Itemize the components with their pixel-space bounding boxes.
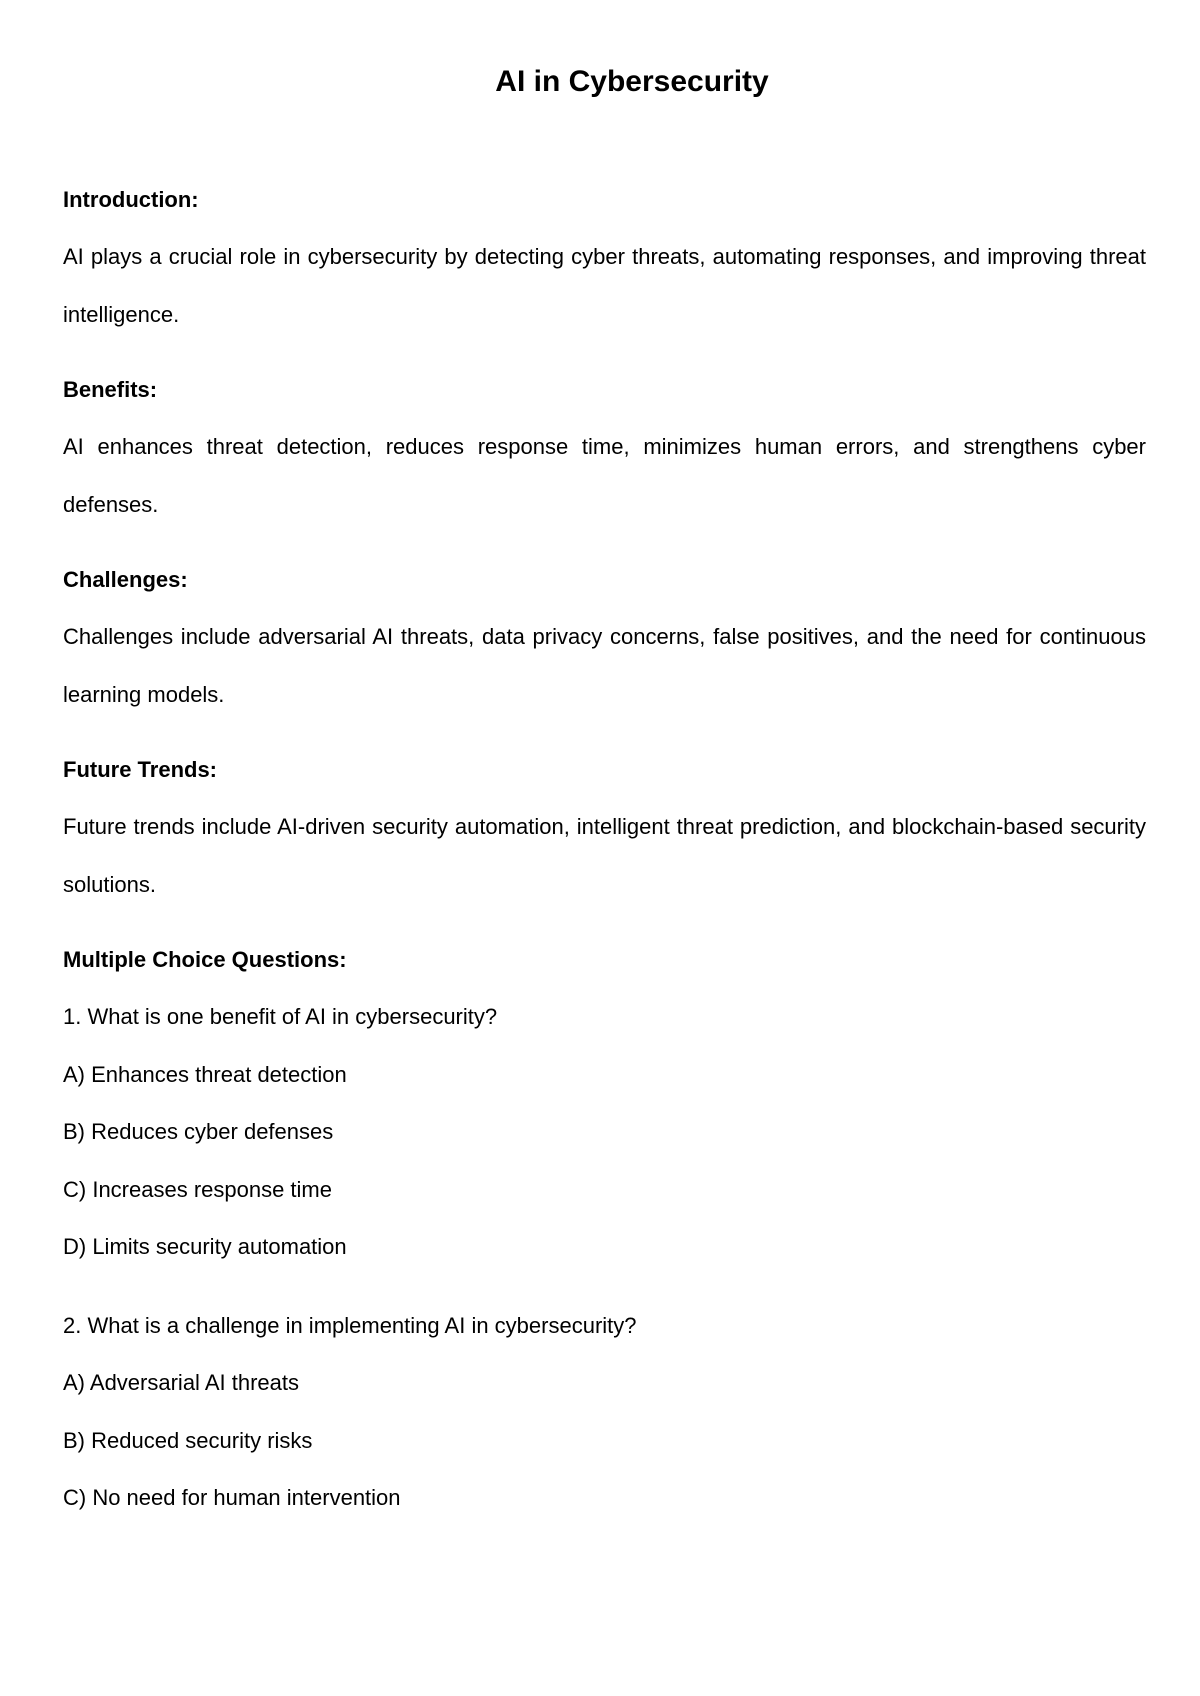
answer-option: D) Limits security automation	[63, 1234, 347, 1259]
section-future-trends	[63, 748, 1146, 914]
section-benefits	[63, 368, 1146, 534]
question-1	[63, 988, 1146, 1276]
section-body: AI plays a crucial role in cybersecurity by detecting cyber threats, automating responses, and improving threat intelligence.	[63, 244, 1146, 327]
answer-option: A) Adversarial AI threats	[63, 1370, 299, 1395]
mcq-heading: Multiple Choice Questions:	[63, 947, 347, 972]
document-content	[63, 178, 1146, 1555]
question-2	[63, 1297, 1146, 1527]
question-text: 1. What is one benefit of AI in cybersecurity?	[63, 1004, 498, 1029]
answer-option: A) Enhances threat detection	[63, 1061, 347, 1087]
section-heading: Benefits:	[63, 377, 158, 402]
section-introduction	[63, 178, 1146, 344]
answer-option: B) Reduces cyber defenses	[63, 1119, 334, 1144]
answer-option: C) No need for human intervention	[63, 1485, 401, 1510]
question-text: 2. What is a challenge in implementing AI in cybersecurity?	[63, 1312, 637, 1338]
section-body: AI enhances threat detection, reduces response time, minimizes human errors, and strengthens cyber defenses.	[63, 434, 1146, 517]
section-body: Challenges include adversarial AI threats, data privacy concerns, false positives, and the need for continuous learning models.	[63, 624, 1146, 707]
answer-option: C) Increases response time	[63, 1176, 332, 1202]
section-heading: Introduction:	[63, 187, 199, 212]
section-body: Future trends include AI-driven security automation, intelligent threat prediction, and blockchain-based security solutions.	[63, 814, 1146, 897]
section-heading: Future Trends:	[63, 757, 218, 782]
section-heading: Challenges:	[63, 567, 188, 592]
document-title: AI in Cybersecurity	[495, 65, 769, 98]
mcq-section	[63, 938, 1146, 1527]
section-challenges	[63, 558, 1146, 724]
answer-option: B) Reduced security risks	[63, 1427, 313, 1453]
